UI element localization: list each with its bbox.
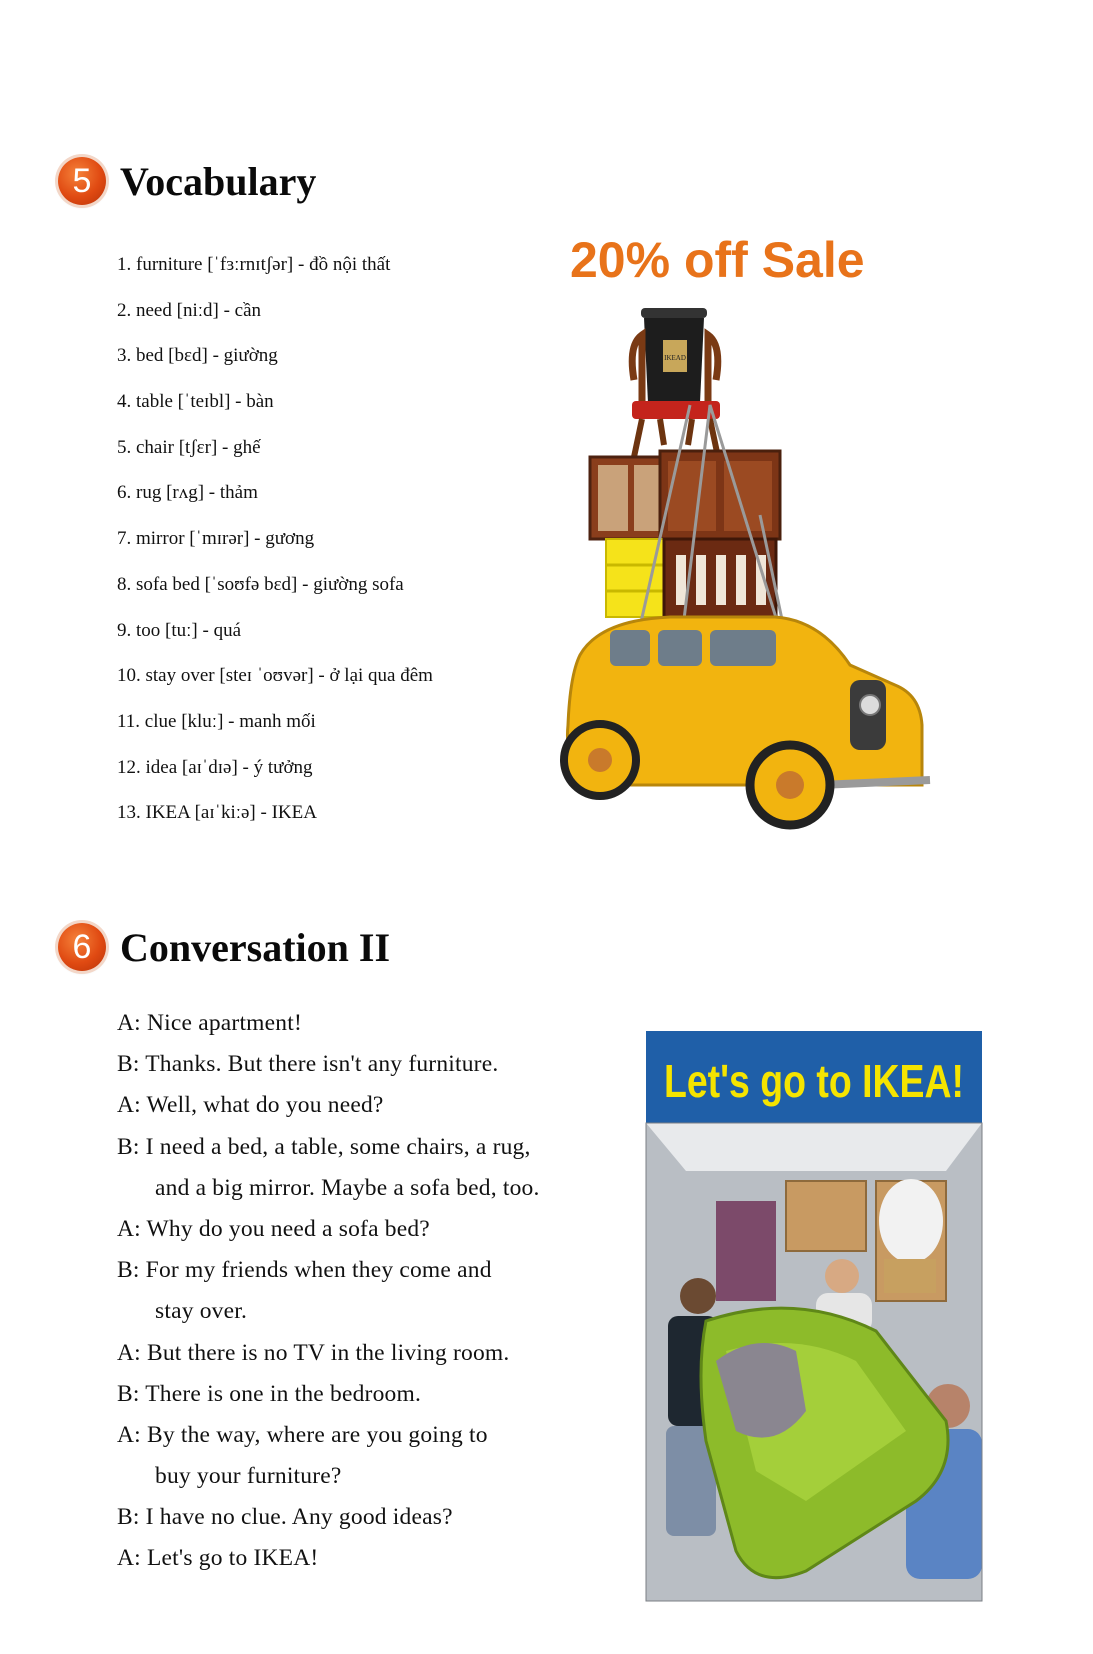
vocab-item: 3. bed [bɛd] - giường bbox=[117, 345, 278, 367]
vocab-item: 8. sofa bed [ˈsoʊfə bɛd] - giường sofa bbox=[117, 573, 404, 595]
vocab-item: 10. stay over [steɪ ˈoʊvər] - ở lại qua đêm bbox=[117, 665, 433, 687]
vocab-item: 13. IKEA [aɪˈkiːə] - IKEA bbox=[117, 802, 317, 824]
dialogue-line: A: By the way, where are you going to bbox=[117, 1421, 488, 1448]
section-title: Conversation II bbox=[120, 924, 391, 970]
dialogue-line: B: There is one in the bedroom. bbox=[117, 1380, 422, 1407]
crate-image bbox=[606, 539, 672, 617]
cabinet-image bbox=[590, 451, 780, 539]
vocab-item: 12. idea [aɪˈdɪə] - ý tưởng bbox=[117, 756, 313, 778]
vocab-item: 5. chair [tʃɛr] - ghế bbox=[117, 436, 261, 458]
yellow-car-image bbox=[564, 617, 930, 825]
dialogue-line-continued: buy your furniture? bbox=[155, 1463, 342, 1490]
vocab-item: 4. table [ˈteɪbl] - bàn bbox=[117, 391, 274, 413]
vocab-item: 7. mirror [ˈmɪrər] - gương bbox=[117, 528, 315, 550]
dialogue-line-continued: stay over. bbox=[155, 1298, 248, 1325]
vocab-item: 1. furniture [ˈfɜːrnɪtʃər] - đồ nội thất bbox=[117, 254, 391, 275]
vocab-item: 6. rug [rʌg] - thảm bbox=[117, 482, 258, 504]
section-number-badge: 5 bbox=[58, 157, 106, 205]
dialogue-line: B: I have no clue. Any good ideas? bbox=[117, 1504, 453, 1531]
dialogue-line: A: Well, what do you need? bbox=[117, 1092, 384, 1119]
svg-text:IKEAD: IKEAD bbox=[664, 354, 686, 362]
dialogue-line: A: But there is no TV in the living room. bbox=[117, 1339, 510, 1366]
person-image bbox=[825, 1259, 859, 1293]
dialogue-line: A: Why do you need a sofa bed? bbox=[117, 1215, 430, 1242]
dialogue-line-continued: and a big mirror. Maybe a sofa bed, too. bbox=[155, 1174, 540, 1201]
section-number-badge: 6 bbox=[58, 923, 106, 971]
section-title: Vocabulary bbox=[120, 158, 317, 204]
conversation-heading bbox=[58, 923, 390, 971]
person-image bbox=[680, 1278, 716, 1314]
vocab-item: 9. too [tuː] - quá bbox=[117, 619, 242, 641]
vocab-item: 2. need [niːd] - cần bbox=[117, 299, 262, 321]
sale-illustration bbox=[550, 225, 960, 865]
dialogue-line: B: For my friends when they come and bbox=[117, 1257, 492, 1284]
poster-caption: Let's go to IKEA! bbox=[664, 1055, 964, 1107]
vocab-item: 11. clue [kluː] - manh mối bbox=[117, 710, 316, 732]
dresser-image bbox=[664, 539, 776, 617]
conversation-dialogue bbox=[117, 1008, 540, 1585]
vocabulary-heading bbox=[58, 157, 316, 205]
storage-bin-image bbox=[641, 308, 707, 408]
ikea-poster-image bbox=[646, 1031, 982, 1601]
dialogue-line: A: Nice apartment! bbox=[117, 1010, 302, 1036]
sale-caption: 20% off Sale bbox=[570, 232, 865, 288]
vocabulary-list bbox=[117, 253, 433, 847]
dialogue-line: B: I need a bed, a table, some chairs, a rug, bbox=[117, 1133, 531, 1160]
dialogue-line: A: Let's go to IKEA! bbox=[117, 1545, 319, 1572]
dialogue-line: B: Thanks. But there isn't any furniture. bbox=[117, 1051, 499, 1078]
